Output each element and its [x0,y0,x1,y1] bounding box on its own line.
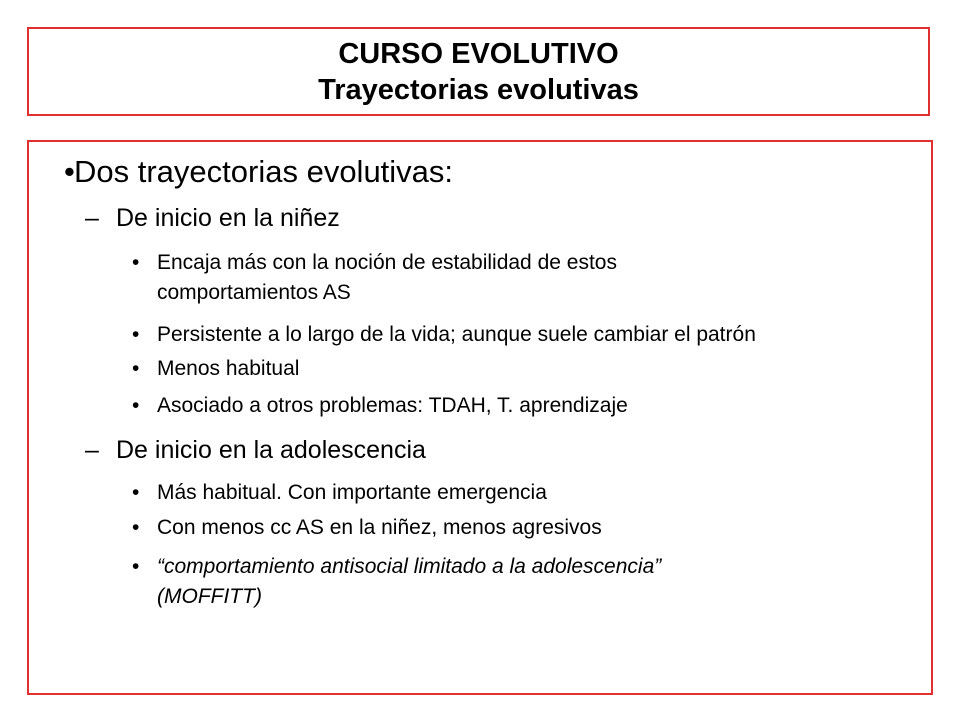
detail-text: Más habitual. Con importante emergencia [157,481,547,504]
sub-bullet-text: De inicio en la adolescencia [116,436,426,464]
detail-continuation [157,584,262,610]
dash-marker: – [85,436,99,464]
slide-title: CURSO EVOLUTIVO [338,38,619,70]
citation-text: (MOFFITT) [157,585,262,608]
detail-text: comportamientos AS [157,281,351,304]
bullet-dot: • [132,555,140,578]
main-bullet-text: Dos trayectorias evolutivas: [74,154,454,189]
sub-bullet-text: De inicio en la niñez [116,204,340,232]
detail-text: Con menos cc AS en la niñez, menos agresivos [157,516,602,539]
bullet-dot: • [64,154,75,189]
detail-text: Menos habitual [157,357,300,380]
slide-subtitle: Trayectorias evolutivas [318,74,639,106]
detail-text: Asociado a otros problemas: TDAH, T. aprendizaje [157,394,628,417]
bullet-dot: • [132,394,140,417]
bullet-dot: • [132,516,140,539]
dash-marker: – [85,204,99,232]
detail-continuation [157,280,351,306]
quote-text: “comportamiento antisocial limitado a la adolescencia” [157,555,662,578]
bullet-dot: • [132,357,140,380]
bullet-dot: • [132,251,140,274]
detail-text: Persistente a lo largo de la vida; aunque suele cambiar el patrón [157,323,756,346]
bullet-dot: • [132,481,140,504]
bullet-dot: • [132,323,140,346]
title-box [27,27,930,116]
detail-text: Encaja más con la noción de estabilidad de estos [157,251,617,274]
